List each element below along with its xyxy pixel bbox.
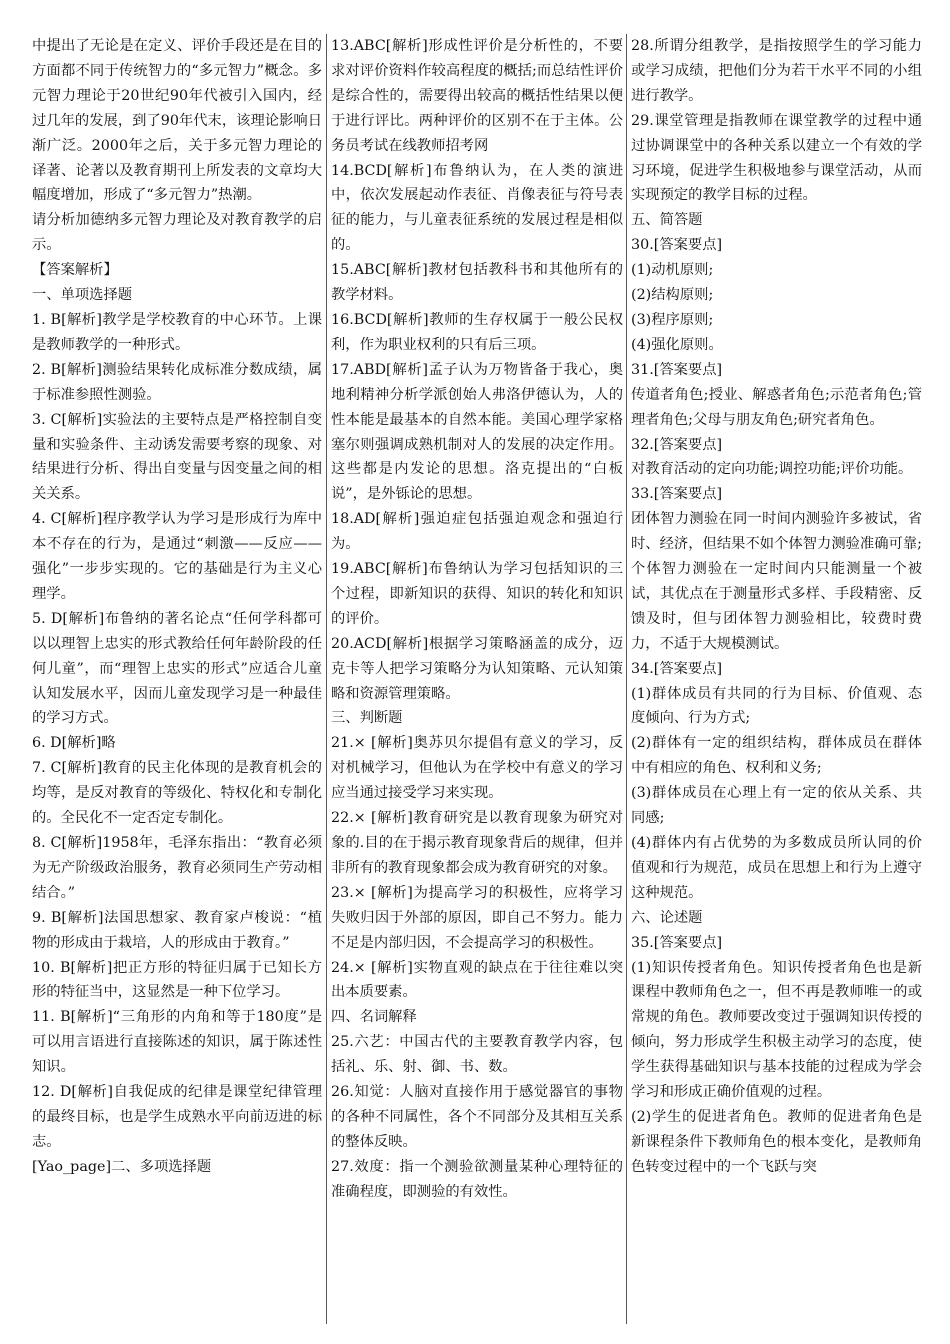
paragraph: 28.所谓分组教学，是指按照学生的学习能力或学习成绩，把他们分为若干水平不同的小组进行教学。 [631, 38, 922, 104]
paragraph: 10. B[解析]把正方形的特征归属于已知长方形的特征当中，这显然是一种下位学习。 [32, 959, 322, 1001]
paragraph: 13.ABC[解析]形成性评价是分析性的，不要求对评价资料作较高程度的概括;而总结性评价是综合性的，需要得出较高的概括性结果以便于进行评比。两种评价的区别不在于主体。公务员考试在线教师招考网 [331, 38, 623, 154]
paragraph: 2. B[解析]测验结果转化成标准分数成绩，属于标准参照性测验。 [32, 361, 322, 403]
paragraph: (3)程序原则; [631, 311, 714, 328]
paragraph: [Yao_page]二、多项选择题 [32, 1158, 212, 1175]
column-left [32, 34, 326, 1324]
paragraph: 7. C[解析]教育的民主化体现的是教育机会的均等，是反对教育的等级化、特权化和专制化的。全民化不一定否定专制化。 [32, 760, 322, 827]
paragraph: 四、名词解释 [331, 1009, 417, 1026]
paragraph: 对教育活动的定向功能;调控功能;评价功能。 [631, 461, 913, 478]
paragraph: 34.[答案要点] [631, 660, 723, 677]
paragraph: 17.ABD[解析]孟子认为万物皆备于我心，奥地利精神分析学派创始人弗洛伊德认为，人的性本能是最基本的自然本能。美国心理学家格塞尔则强调成熟机制对人的发展的决定作用。这些都是内发论的思想。洛克提出的“白板说”，是外铄论的思想。 [331, 361, 623, 503]
paragraph: 5. D[解析]布鲁纳的著名论点“任何学科都可以以理智上忠实的形式教给任何年龄阶段的任何儿童”，而“理智上忠实的形式”应适合儿童认知发展水平，因而儿童发现学习是一种最佳的学习方式。 [32, 610, 322, 727]
paragraph: 26.知觉：人脑对直接作用于感觉器官的事物的各种不同属性，各个不同部分及其相互关系的整体反映。 [331, 1084, 623, 1150]
paragraph: 23.× [解析]为提高学习的积极性，应将学习失败归因于外部的原因，即自己不努力。能力不足是内部归因，不会提高学习的积极性。 [331, 884, 623, 951]
paragraph: (1)动机原则; [631, 262, 714, 279]
paragraph: (4)群体内有占优势的为多数成员所认同的价值观和行为规范，成员在思想上和行为上遵守这种规范。 [631, 835, 922, 901]
paragraph: 27.效度：指一个测验欲测量某种心理特征的准确程度，即测验的有效性。 [331, 1158, 623, 1200]
paragraph: 六、论述题 [631, 909, 703, 926]
paragraph: 18.AD[解析]强迫症包括强迫观念和强迫行为。 [331, 511, 623, 553]
paragraph: 8. C[解析]1958年，毛泽东指出：“教育必须为无产阶级政治服务，教育必须同生产劳动相结合。” [32, 835, 322, 901]
paragraph: 12. D[解析]自我促成的纪律是课堂纪律管理的最终目标，也是学生成熟水平向前迈进的标志。 [32, 1084, 322, 1150]
paragraph: 团体智力测验在同一时间内测验许多被试，省时、经济，但结果不如个体智力测验准确可靠;个体智力测验在一定时间内只能测量一个被试，其优点在于测量形式多样、手段精密、反馈及时，但与团体智力测验相比，较费时费力，不适于大规模测试。 [631, 511, 922, 652]
column-middle [326, 34, 626, 1324]
paragraph: (2)结构原则; [631, 287, 714, 304]
paragraph: 9. B[解析]法国思想家、教育家卢梭说：“植物的形成由于栽培，人的形成由于教育。” [32, 909, 322, 951]
paragraph: 中提出了无论是在定义、评价手段还是在目的方面都不同于传统智力的“多元智力”概念。多元智力理论于20世纪90年代被引入国内，经过几年的发展，到了90年代末，该理论影响日渐广泛。2000年之后，关于多元智力理论的译著、论著以及教育期刊上所发表的文章均大幅度增加，形成了“多元智力”热潮。 [32, 38, 322, 204]
paragraph: 传道者角色;授业、解惑者角色;示范者角色;管理者角色;父母与朋友角色;研究者角色。 [631, 386, 922, 428]
paragraph: (3)群体成员在心理上有一定的依从关系、共同感; [631, 785, 922, 827]
paragraph: 24.× [解析]实物直观的缺点在于往往难以突出本质要素。 [331, 959, 623, 1001]
paragraph: 31.[答案要点] [631, 361, 723, 378]
paragraph: 22.× [解析]教育研究是以教育现象为研究对象的.目的在于揭示教育现象背后的规律，但并非所有的教育现象都会成为教育研究的对象。 [331, 810, 623, 876]
paragraph: 21.× [解析]奥苏贝尔提倡有意义的学习，反对机械学习，但他认为在学校中有意义的学习应当通过接受学习来实现。 [331, 735, 623, 802]
paragraph: 五、简答题 [631, 212, 703, 229]
paragraph: 19.ABC[解析]布鲁纳认为学习包括知识的三个过程，即新知识的获得、知识的转化和知识的评价。 [331, 561, 623, 627]
paragraph: 30.[答案要点] [631, 237, 723, 254]
paragraph: 33.[答案要点] [631, 486, 723, 503]
paragraph: (1)群体成员有共同的行为目标、价值观、态度倾向、行为方式; [631, 685, 922, 727]
paragraph: (1)知识传授者角色。知识传授者角色也是新课程中教师角色之一，但不再是教师唯一的或常规的角色。教师要改变过于强调知识传授的倾向，努力形成学生积极主动学习的态度，使学生获得基础知识与基本技能的过程成为学会学习和形成正确价值观的过程。 [631, 959, 922, 1101]
paragraph: 35.[答案要点] [631, 934, 723, 951]
column-right [626, 34, 922, 1324]
paragraph: 16.BCD[解析]教师的生存权属于一般公民权利，作为职业权利的只有后三项。 [331, 311, 623, 353]
three-column-body [32, 34, 926, 1334]
paragraph: (2)学生的促进者角色。教师的促进者角色是新课程条件下教师角色的根本变化，是教师角色转变过程中的一个飞跃与突 [631, 1108, 922, 1175]
paragraph: (4)强化原则。 [631, 336, 723, 353]
paragraph: 20.ACD[解析]根据学习策略涵盖的成分，迈克卡等人把学习策略分为认知策略、元认知策略和资源管理策略。 [331, 635, 623, 702]
paragraph: 一、单项选择题 [32, 287, 133, 304]
paragraph: 11. B[解析]“三角形的内角和等于180度”是可以用言语进行直接陈述的知识，属于陈述性知识。 [32, 1009, 322, 1076]
paragraph: 32.[答案要点] [631, 436, 723, 453]
paragraph: 三、判断题 [331, 710, 403, 727]
paragraph: 【答案解析】 [32, 262, 118, 279]
paragraph: 6. D[解析]略 [32, 735, 116, 752]
paragraph: 25.六艺：中国古代的主要教育教学内容，包括礼、乐、射、御、书、数。 [331, 1034, 623, 1076]
paragraph: 29.课堂管理是指教师在课堂教学的过程中通过协调课堂中的各种关系以建立一个有效的学习环境，促进学生积极地参与课堂活动，从而实现预定的教学目标的过程。 [631, 112, 922, 204]
paragraph: 14.BCD[解析]布鲁纳认为，在人类的演进中，依次发展起动作表征、肖像表征与符号表征的能力，与儿童表征系统的发展过程是相似的。 [331, 162, 623, 254]
paragraph: (2)群体有一定的组织结构，群体成员在群体中有相应的角色、权利和义务; [631, 735, 922, 777]
paragraph: 3. C[解析]实验法的主要特点是严格控制自变量和实验条件、主动诱发需要考察的现象、对结果进行分析、得出自变量与因变量之间的相关关系。 [32, 411, 322, 503]
paragraph: 1. B[解析]教学是学校教育的中心环节。上课是教师教学的一种形式。 [32, 311, 322, 353]
paragraph: 请分析加德纳多元智力理论及对教育教学的启示。 [32, 212, 322, 254]
paragraph: 15.ABC[解析]教材包括教科书和其他所有的教学材料。 [331, 262, 623, 304]
paragraph: 4. C[解析]程序教学认为学习是形成行为库中本不存在的行为，是通过“刺激——反应——强化”一步步实现的。它的基础是行为主义心理学。 [32, 511, 322, 602]
